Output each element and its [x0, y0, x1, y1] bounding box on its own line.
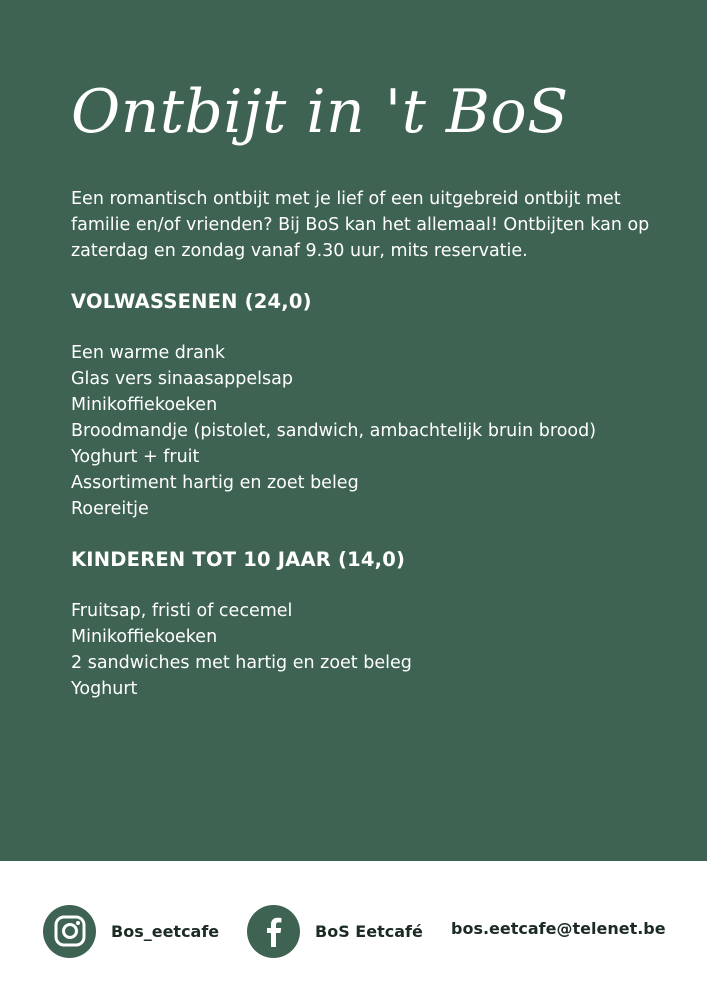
instagram-glyph — [53, 914, 87, 948]
adults-menu-list — [71, 340, 651, 522]
section-children — [71, 547, 651, 702]
menu-item: Yoghurt + fruit — [71, 447, 200, 467]
menu-item: 2 sandwiches met hartig en zoet beleg — [71, 653, 412, 673]
page-title: Ontbijt in 't BoS — [71, 77, 569, 147]
menu-item: Yoghurt — [71, 679, 138, 699]
facebook-page-name[interactable]: BoS Eetcafé — [315, 921, 423, 941]
children-menu-list — [71, 598, 651, 702]
facebook-glyph — [257, 914, 291, 948]
footer — [0, 861, 707, 1000]
menu-item: Assortiment hartig en zoet beleg — [71, 473, 359, 493]
section-title-children: KINDEREN TOT 10 JAAR (14,0) — [71, 548, 406, 571]
section-title-adults: VOLWASSENEN (24,0) — [71, 290, 312, 313]
instagram-handle[interactable]: Bos_eetcafe — [111, 921, 220, 941]
instagram-icon[interactable] — [43, 905, 96, 958]
menu-item: Minikoffiekoeken — [71, 627, 218, 647]
menu-item: Glas vers sinaasappelsap — [71, 369, 293, 389]
menu-item: Een warme drank — [71, 343, 226, 363]
menu-item: Broodmandje (pistolet, sandwich, ambachtelijk bruin brood) — [71, 421, 597, 441]
email-address[interactable]: bos.eetcafe@telenet.be — [451, 919, 666, 938]
menu-item: Fruitsap, fristi of cecemel — [71, 601, 293, 621]
section-adults — [71, 289, 651, 522]
menu-item: Roereitje — [71, 499, 149, 519]
instagram-link[interactable] — [43, 904, 219, 958]
facebook-link[interactable] — [247, 904, 423, 958]
intro-text: Een romantisch ontbijt met je lief of een uitgebreid ontbijt met familie en/of vrienden? Bij BoS kan het allemaal! Ontbijten kan op zaterdag en zondag vanaf 9.30 uur, mits reservatie. — [71, 189, 650, 261]
menu-item: Minikoffiekoeken — [71, 395, 218, 415]
facebook-icon[interactable] — [247, 905, 300, 958]
menu-content — [71, 186, 651, 727]
